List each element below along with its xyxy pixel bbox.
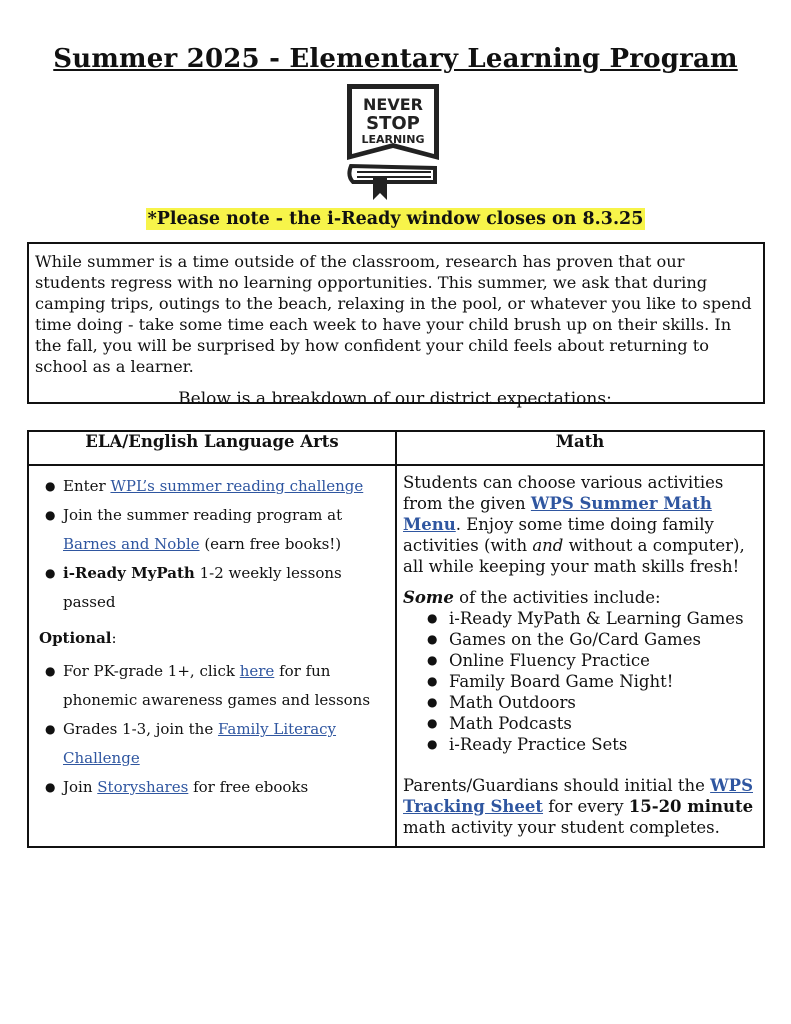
list-item: ● i-Ready MyPath 1-2 weekly lessons passed [39,559,389,617]
list-item: ● Math Podcasts [427,713,755,734]
logo-line-2: STOP [366,113,420,134]
list-item: ● Online Fluency Practice [427,650,755,671]
list-item: ● Games on the Go/Card Games [427,629,755,650]
list-item: ● For PK-grade 1+, click here for fun phonemic awareness games and lessons [39,657,389,715]
math-cell [396,465,764,847]
list-item: ● Math Outdoors [427,692,755,713]
list-item: ● i-Ready Practice Sets [427,734,755,755]
math-intro: Students can choose various activities from the given WPS Summer Math Menu. Enjoy some time doing family activities (with and without a computer), all while keeping your math skills fresh! [403,473,745,576]
wps-summer-math-menu-link[interactable]: WPS Summer Math Menu [403,494,712,534]
breakdown-heading: Below is a breakdown of our district expectations: [178,389,612,409]
ela-cell [28,465,396,847]
bookmark-icon [373,178,387,200]
never-stop-learning-logo [343,80,443,204]
note-banner [0,209,791,229]
wps-tracking-sheet-link[interactable]: WPS Tracking Sheet [403,776,753,816]
logo-line-3: LEARNING [361,133,425,146]
ela-header: ELA/English Language Arts [28,431,396,465]
intro-paragraph: While summer is a time outside of the classroom, research has proven that our students regress with no learning opportunities. This summer, we ask that during camping trips, outings to the beach, relaxing in the pool, or whatever you like to spend time doing - take some time each week to have your child brush up on their skills. In the fall, you will be surprised by how confident your child feels about returning to school as a learner. [35,252,752,376]
list-item: ● Family Board Game Night! [427,671,755,692]
storyshares-link[interactable]: Storyshares [97,778,189,796]
page-title: Summer 2025 - Elementary Learning Program [53,44,738,74]
iready-window-note: *Please note - the i-Ready window closes on 8.3.25 [147,209,644,229]
list-item: ● i-Ready MyPath & Learning Games [427,608,755,629]
math-header: Math [396,431,764,465]
family-literacy-challenge-link[interactable]: Family Literacy Challenge [63,720,337,767]
ela-required-list [39,472,389,617]
activities-heading: Some of the activities include: [403,588,661,607]
list-item: ● Join the summer reading program at Barnes and Noble (earn free books!) [39,501,389,559]
expectations-table [27,430,765,848]
math-activities-list [403,608,755,755]
list-item: ● Enter WPL’s summer reading challenge [39,472,389,501]
ela-optional-list [39,657,389,802]
wpl-reading-challenge-link[interactable]: WPL’s summer reading challenge [110,477,364,495]
phonemic-games-here-link[interactable]: here [239,662,275,680]
list-item: ● Join Storyshares for free ebooks [39,773,389,802]
book-icon [349,166,435,182]
tracking-instructions: Parents/Guardians should initial the WPS Tracking Sheet for every 15-20 minute math activity your student completes. [403,776,754,837]
optional-label: Optional: [39,629,117,647]
logo-line-1: NEVER [363,95,423,114]
list-item: ● Grades 1-3, join the Family Literacy Challenge [39,715,389,773]
barnes-and-noble-link[interactable]: Barnes and Noble [63,535,200,553]
intro-box [27,242,765,409]
